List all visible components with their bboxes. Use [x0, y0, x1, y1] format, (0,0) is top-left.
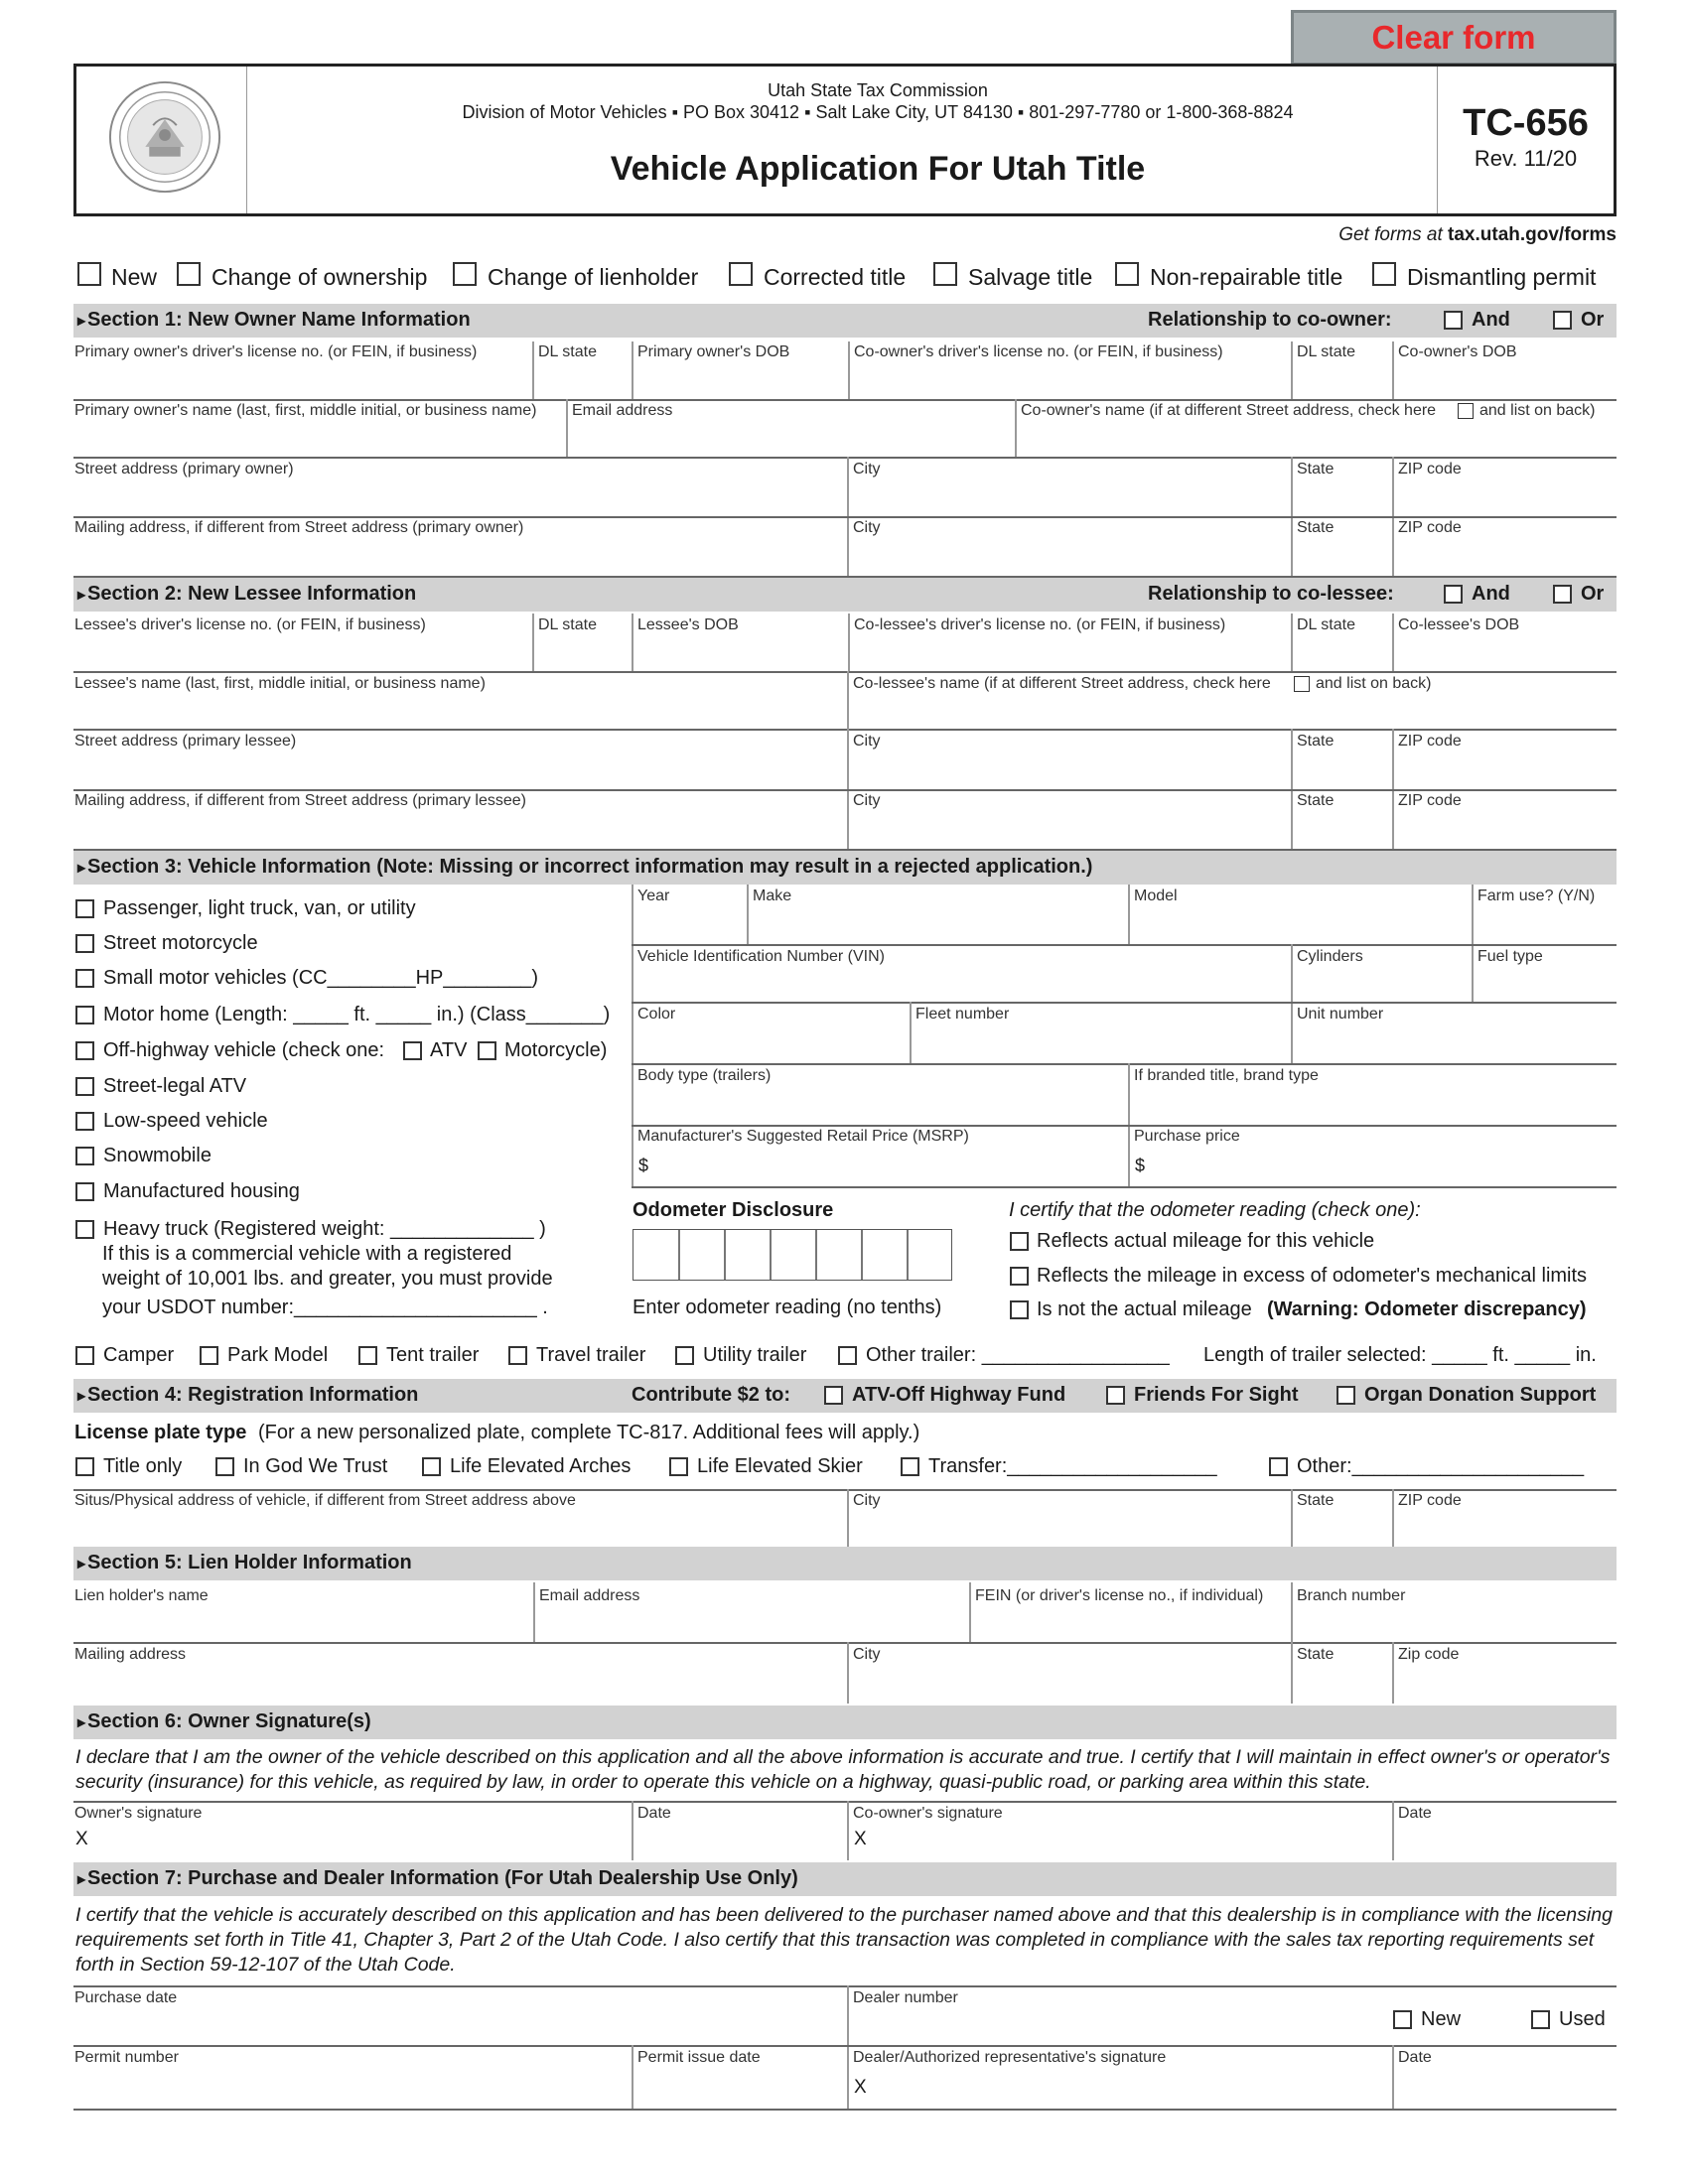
field-line [73, 1489, 1617, 1491]
checkbox-dismantling-permit[interactable] [1372, 262, 1396, 286]
field-line [632, 1186, 1617, 1188]
city-label: City [853, 733, 881, 750]
divider [1392, 2045, 1394, 2109]
heavy-truck-note: weight of 10,001 lbs. and greater, you must provide [102, 1268, 553, 1290]
situs-address-label: Situs/Physical address of vehicle, if different from Street address above [74, 1492, 576, 1509]
field-line [73, 729, 1617, 731]
state-label: State [1297, 1492, 1335, 1509]
permit-issue-date-label: Permit issue date [637, 2049, 761, 2066]
field-line [73, 1642, 1617, 1644]
checkbox-non-repairable[interactable] [1115, 262, 1139, 286]
field-line [632, 944, 1617, 946]
odometer-digit-divider [724, 1230, 726, 1280]
odometer-warning: (Warning: Odometer discrepancy) [1267, 1298, 1587, 1320]
section1-bar [73, 304, 1617, 338]
trailer-camper-label: Camper [103, 1344, 175, 1366]
plate-type-label: License plate type [74, 1422, 247, 1443]
divider [1291, 1642, 1293, 1704]
option-change-lienholder-label: Change of lienholder [488, 264, 699, 290]
plate-transfer-checkbox[interactable] [901, 1457, 919, 1476]
odometer-not-actual-label: Is not the actual mileage [1037, 1298, 1252, 1320]
plate-skier-checkbox[interactable] [669, 1457, 688, 1476]
dealer-number-label: Dealer number [853, 1989, 958, 2006]
primary-dl-label: Primary owner's driver's license no. (or FEIN, if business) [74, 343, 478, 360]
dealer-new-checkbox[interactable] [1393, 2010, 1412, 2029]
dealer-certification: I certify that the vehicle is accurately described on this application and has been delivered to the purchaser named above and that this dealership is in compliance with the licensing requirements set forth in Title 41, Chapter 3, Part 2 of the Utah Code. I also certify that this transaction was completed in compliance with the sales tax reporting requirements set forth in Section 59-12-107 of the Utah Code. [75, 1904, 1613, 1976]
vehicle-type-checkbox[interactable] [75, 1041, 94, 1060]
field-line [73, 1985, 1617, 1987]
form-title: Vehicle Application For Utah Title [610, 150, 1146, 188]
section1-relationship-label: Relationship to co-owner: [1148, 309, 1392, 331]
farm-use-label: Farm use? (Y/N) [1477, 887, 1596, 904]
dealer-new-label: New [1421, 2008, 1462, 2030]
dealer-date-label: Date [1398, 2049, 1432, 2066]
owner-declaration: I declare that I am the owner of the vehicle described on this application and all the above information is accurate and true. I certify that I will maintain in effect owner's or operator's security (insurance) for this vehicle, as required by law, in order to operate this vehicle on a highway, quasi-public road, or parking area within this state. [75, 1746, 1611, 1793]
clear-form-button[interactable]: Clear form [1291, 10, 1617, 66]
odometer-digit-divider [770, 1230, 772, 1280]
state-label: State [1297, 461, 1335, 478]
dealer-used-label: Used [1559, 2008, 1606, 2030]
section6-title: ▸ Section 6: Owner Signature(s) [77, 1710, 371, 1733]
odometer-not-actual-checkbox[interactable] [1010, 1300, 1029, 1319]
colessee-dl-label: Co-lessee's driver's license no. (or FEIN, if business) [854, 616, 1226, 633]
vehicle-type-label: Small motor vehicles (CC________HP________) [103, 967, 539, 989]
agency-name: Utah State Tax Commission [768, 80, 988, 100]
plate-skier-label: Life Elevated Skier [697, 1455, 863, 1477]
section4-title: ▸ Section 4: Registration Information [77, 1384, 418, 1407]
fund-atv-checkbox[interactable] [824, 1386, 843, 1405]
section2-or-checkbox[interactable] [1553, 585, 1572, 604]
form-number: TC-656 [1463, 102, 1589, 144]
odometer-certify: I certify that the odometer reading (check one): [1009, 1199, 1421, 1221]
plate-arches-checkbox[interactable] [422, 1457, 441, 1476]
section2-relationship-label: Relationship to co-lessee: [1148, 583, 1394, 605]
divider [969, 1582, 971, 1642]
fund-atv-label: ATV-Off Highway Fund [852, 1384, 1066, 1406]
divider [632, 885, 633, 1186]
ohv-atv-checkbox[interactable] [403, 1041, 422, 1060]
usdot-number-field[interactable]: your USDOT number:______________________ . [102, 1297, 548, 1318]
divider [1128, 885, 1130, 944]
divider [532, 341, 534, 399]
year-label: Year [637, 887, 670, 904]
section2-or-label: Or [1581, 583, 1605, 605]
form-header [73, 64, 1617, 216]
vehicle-type-checkbox[interactable] [75, 1112, 94, 1131]
divider [1291, 341, 1293, 399]
option-dismantling-permit-label: Dismantling permit [1407, 264, 1597, 290]
make-label: Make [753, 887, 792, 904]
trailer-travel-checkbox[interactable] [508, 1346, 527, 1365]
checkbox-corrected-title[interactable] [729, 262, 753, 286]
field-line [73, 2045, 1617, 2047]
divider [1291, 944, 1293, 1063]
section6-bar [73, 1706, 1617, 1739]
heavy-truck-note: If this is a commercial vehicle with a registered [102, 1243, 512, 1265]
option-change-ownership-label: Change of ownership [211, 264, 428, 290]
get-forms-link[interactable]: tax.utah.gov/forms [1448, 224, 1617, 245]
divider [847, 1985, 849, 2109]
trailer-park-model-checkbox[interactable] [200, 1346, 218, 1365]
odometer-digit-divider [861, 1230, 863, 1280]
section1-title: ▸ Section 1: New Owner Name Information [77, 309, 471, 332]
option-salvage-title-label: Salvage title [968, 264, 1093, 290]
checkbox-new[interactable] [77, 262, 101, 286]
owner-date-label: Date [637, 1805, 671, 1822]
seal-cell [76, 67, 247, 213]
vehicle-type-checkbox[interactable] [75, 1077, 94, 1096]
branch-number-label: Branch number [1297, 1587, 1406, 1604]
divider [632, 2045, 633, 2109]
fuel-type-label: Fuel type [1477, 948, 1543, 965]
checkbox-salvage-title[interactable] [933, 262, 957, 286]
vehicle-type-checkbox[interactable] [75, 1182, 94, 1201]
state-label: State [1297, 792, 1335, 809]
purchase-date-label: Purchase date [74, 1989, 178, 2006]
colessee-different-address-checkbox[interactable] [1294, 676, 1310, 692]
odometer-excess-checkbox[interactable] [1010, 1267, 1029, 1286]
state-label: State [1297, 1646, 1335, 1663]
permit-number-label: Permit number [74, 2049, 179, 2066]
section2-and-checkbox[interactable] [1444, 585, 1463, 604]
colessee-dob-label: Co-lessee's DOB [1398, 616, 1520, 633]
vehicle-type-checkbox[interactable] [75, 1147, 94, 1165]
odometer-excess-label: Reflects the mileage in excess of odometer's mechanical limits [1037, 1265, 1588, 1287]
option-non-repairable-label: Non-repairable title [1150, 264, 1343, 290]
fund-friends-sight-checkbox[interactable] [1106, 1386, 1125, 1405]
field-line [632, 1002, 1617, 1004]
section7-bar [73, 1862, 1617, 1896]
body-type-label: Body type (trailers) [637, 1067, 772, 1084]
field-line [73, 671, 1617, 673]
section2-title: ▸ Section 2: New Lessee Information [77, 583, 416, 606]
field-line [73, 2109, 1617, 2111]
section7-title: ▸ Section 7: Purchase and Dealer Information (For Utah Dealership Use Only) [77, 1867, 798, 1890]
divider [847, 1489, 849, 1547]
checkbox-change-ownership[interactable] [177, 262, 201, 286]
form-revision: Rev. 11/20 [1474, 146, 1578, 171]
lessee-dl-state-label: DL state [538, 616, 597, 633]
vehicle-type-checkbox[interactable] [75, 934, 94, 953]
odometer-digit-divider [907, 1230, 909, 1280]
utah-state-seal-icon [106, 78, 223, 196]
coowner-signature-field[interactable]: X [854, 1829, 867, 1849]
brand-type-label: If branded title, brand type [1134, 1067, 1319, 1084]
city-label: City [853, 461, 881, 478]
trailer-other-checkbox[interactable] [838, 1346, 857, 1365]
field-line [73, 789, 1617, 791]
primary-dl-state-label: DL state [538, 343, 597, 360]
field-line [632, 1063, 1617, 1065]
colessee-name-tail-label: and list on back) [1316, 675, 1432, 692]
plate-title-only-label: Title only [103, 1455, 183, 1477]
mailing-owner-label: Mailing address, if different from Street address (primary owner) [74, 519, 524, 536]
plate-type-note: (For a new personalized plate, complete TC-817. Additional fees will apply.) [258, 1422, 920, 1443]
lien-holder-email-label: Email address [539, 1587, 640, 1604]
divider [1472, 885, 1474, 1002]
owner-signature-label: Owner's signature [74, 1805, 203, 1822]
lessee-dob-label: Lessee's DOB [637, 616, 739, 633]
option-corrected-title-label: Corrected title [764, 264, 907, 290]
vehicle-type-label: Passenger, light truck, van, or utility [103, 897, 416, 919]
section2-bar [73, 578, 1617, 612]
coowner-name-tail-label: and list on back) [1479, 402, 1596, 419]
odometer-input[interactable] [633, 1229, 952, 1281]
checkbox-change-lienholder[interactable] [453, 262, 477, 286]
msrp-label: Manufacturer's Suggested Retail Price (MSRP) [637, 1128, 969, 1145]
vin-label: Vehicle Identification Number (VIN) [637, 948, 885, 965]
divider [1015, 399, 1017, 457]
plate-title-only-checkbox[interactable] [75, 1457, 94, 1476]
contribute-label: Contribute $2 to: [632, 1384, 790, 1406]
odometer-title: Odometer Disclosure [633, 1199, 834, 1221]
trailer-other-label: Other trailer: _________________ [866, 1344, 1170, 1366]
vehicle-type-checkbox[interactable] [75, 1006, 94, 1024]
trailer-travel-label: Travel trailer [536, 1344, 646, 1366]
purchase-price-label: Purchase price [1134, 1128, 1240, 1145]
lien-holder-fein-label: FEIN (or driver's license no., if individual) [975, 1587, 1264, 1604]
divider [1392, 1489, 1394, 1547]
section5-bar [73, 1547, 1617, 1580]
odometer-actual-checkbox[interactable] [1010, 1232, 1029, 1251]
field-line [73, 516, 1617, 518]
zip-label: ZIP code [1398, 519, 1462, 536]
colessee-dl-state-label: DL state [1297, 616, 1355, 633]
field-line [73, 399, 1617, 401]
vehicle-type-checkbox[interactable] [75, 899, 94, 918]
vehicle-type-label: Snowmobile [103, 1145, 211, 1166]
odometer-digit-divider [815, 1230, 817, 1280]
city-label: City [853, 1646, 881, 1663]
divider [1392, 1801, 1394, 1860]
owner-signature-field[interactable]: X [75, 1829, 88, 1849]
msrp-dollar: $ [638, 1156, 649, 1175]
divider [1291, 1582, 1293, 1642]
section1-or-checkbox[interactable] [1553, 311, 1572, 330]
color-label: Color [637, 1006, 676, 1023]
odometer-actual-label: Reflects actual mileage for this vehicle [1037, 1230, 1375, 1252]
lien-holder-name-label: Lien holder's name [74, 1587, 209, 1604]
ohv-motorcycle-checkbox[interactable] [478, 1041, 496, 1060]
divider [1392, 341, 1394, 399]
coowner-different-address-checkbox[interactable] [1458, 403, 1474, 419]
vehicle-type-label: Manufactured housing [103, 1180, 300, 1202]
divider [632, 614, 633, 671]
lessee-dl-label: Lessee's driver's license no. (or FEIN, if business) [74, 616, 426, 633]
zip-label: ZIP code [1398, 461, 1462, 478]
coowner-signature-label: Co-owner's signature [853, 1805, 1003, 1822]
plate-other-checkbox[interactable] [1269, 1457, 1288, 1476]
vehicle-type-label: Street motorcycle [103, 932, 258, 954]
section5-title: ▸ Section 5: Lien Holder Information [77, 1552, 412, 1574]
trailer-utility-label: Utility trailer [703, 1344, 807, 1366]
vehicle-type-label: Motor home (Length: _____ ft. _____ in.) (Class_______) [103, 1004, 611, 1025]
divider [847, 671, 849, 729]
divider [566, 399, 568, 457]
cylinders-label: Cylinders [1297, 948, 1363, 965]
section3-bar [73, 851, 1617, 885]
ohv-motorcycle-label: Motorcycle) [504, 1039, 608, 1061]
divider [533, 1582, 535, 1642]
zip-label: Zip code [1398, 1646, 1460, 1663]
city-label: City [853, 1492, 881, 1509]
trailer-tent-label: Tent trailer [386, 1344, 480, 1366]
divider [847, 1642, 849, 1704]
plate-transfer-label: Transfer:___________________ [928, 1455, 1217, 1477]
trailer-park-model-label: Park Model [227, 1344, 329, 1366]
lessee-name-label: Lessee's name (last, first, middle initial, or business name) [74, 675, 486, 692]
get-forms-note [1338, 224, 1617, 246]
coowner-name-label: Co-owner's name (if at different Street address, check here [1021, 402, 1437, 419]
trailer-tent-checkbox[interactable] [358, 1346, 377, 1365]
primary-name-label: Primary owner's name (last, first, middle initial, or business name) [74, 402, 537, 419]
agency-address: Division of Motor Vehicles ▪ PO Box 30412 ▪ Salt Lake City, UT 84130 ▪ 801-297-7780 or 1-800-368-8824 [462, 102, 1294, 122]
ohv-atv-label: ATV [430, 1039, 468, 1061]
fund-organ-donation-label: Organ Donation Support [1364, 1384, 1597, 1406]
section1-or-label: Or [1581, 309, 1605, 331]
odometer-digit-divider [678, 1230, 680, 1280]
divider [1392, 614, 1394, 671]
option-new-label: New [111, 264, 158, 290]
model-label: Model [1134, 887, 1178, 904]
field-line [632, 1125, 1617, 1127]
divider [847, 1801, 849, 1860]
divider [632, 341, 633, 399]
dealer-signature-field[interactable]: X [854, 2077, 867, 2098]
plate-arches-label: Life Elevated Arches [450, 1455, 632, 1477]
zip-label: ZIP code [1398, 792, 1462, 809]
trailer-length-label: Length of trailer selected: _____ ft. _____ in. [1203, 1344, 1597, 1366]
city-label: City [853, 792, 881, 809]
street-owner-label: Street address (primary owner) [74, 461, 294, 478]
fleet-number-label: Fleet number [915, 1006, 1010, 1023]
dealer-used-checkbox[interactable] [1531, 2010, 1550, 2029]
coowner-dob-label: Co-owner's DOB [1398, 343, 1517, 360]
vehicle-type-label: Off-highway vehicle (check one: [103, 1039, 385, 1061]
divider [532, 614, 534, 671]
divider [632, 1801, 633, 1860]
section3-title: ▸ Section 3: Vehicle Information (Note: Missing or incorrect information may result in a rejected application.) [77, 856, 1092, 879]
divider [910, 1002, 912, 1063]
vehicle-type-label: Low-speed vehicle [103, 1110, 268, 1132]
divider [747, 885, 749, 944]
header-center [247, 67, 1508, 213]
purchase-dollar: $ [1135, 1156, 1146, 1175]
trailer-camper-checkbox[interactable] [75, 1346, 94, 1365]
mailing-lessee-label: Mailing address, if different from Street address (primary lessee) [74, 792, 526, 809]
plate-other-label: Other:_____________________ [1297, 1455, 1585, 1477]
primary-dob-label: Primary owner's DOB [637, 343, 790, 360]
divider [1392, 1642, 1394, 1704]
city-label: City [853, 519, 881, 536]
lien-mailing-label: Mailing address [74, 1646, 187, 1663]
get-forms-prefix: Get forms at [1338, 224, 1449, 245]
divider [848, 614, 850, 671]
coowner-dl-state-label: DL state [1297, 343, 1355, 360]
field-line [73, 1801, 1617, 1803]
fund-organ-donation-checkbox[interactable] [1336, 1386, 1355, 1405]
vehicle-type-checkbox[interactable] [75, 969, 94, 988]
vehicle-type-checkbox[interactable] [75, 1220, 94, 1239]
form-id-cell [1437, 67, 1614, 213]
zip-label: ZIP code [1398, 733, 1462, 750]
zip-label: ZIP code [1398, 1492, 1462, 1509]
unit-number-label: Unit number [1297, 1006, 1384, 1023]
state-label: State [1297, 733, 1335, 750]
plate-in-god-checkbox[interactable] [215, 1457, 234, 1476]
section2-and-label: And [1472, 583, 1510, 605]
dealer-signature-label: Dealer/Authorized representative's signature [853, 2049, 1167, 2066]
street-lessee-label: Street address (primary lessee) [74, 733, 297, 750]
fund-friends-sight-label: Friends For Sight [1134, 1384, 1299, 1406]
divider [1291, 614, 1293, 671]
divider [1291, 1489, 1293, 1547]
email-label: Email address [572, 402, 673, 419]
trailer-utility-checkbox[interactable] [675, 1346, 694, 1365]
section1-and-label: And [1472, 309, 1510, 331]
colessee-name-label: Co-lessee's name (if at different Street address, check here [853, 675, 1271, 692]
divider [848, 341, 850, 399]
field-line [73, 457, 1617, 459]
vehicle-type-label: Street-legal ATV [103, 1075, 247, 1097]
vehicle-type-label: Heavy truck (Registered weight: _____________ ) [103, 1218, 546, 1240]
section4-bar [73, 1379, 1617, 1413]
coowner-dl-label: Co-owner's driver's license no. (or FEIN, if business) [854, 343, 1223, 360]
section1-and-checkbox[interactable] [1444, 311, 1463, 330]
coowner-date-label: Date [1398, 1805, 1432, 1822]
plate-in-god-label: In God We Trust [243, 1455, 388, 1477]
state-label: State [1297, 519, 1335, 536]
odometer-hint: Enter odometer reading (no tenths) [633, 1297, 942, 1318]
